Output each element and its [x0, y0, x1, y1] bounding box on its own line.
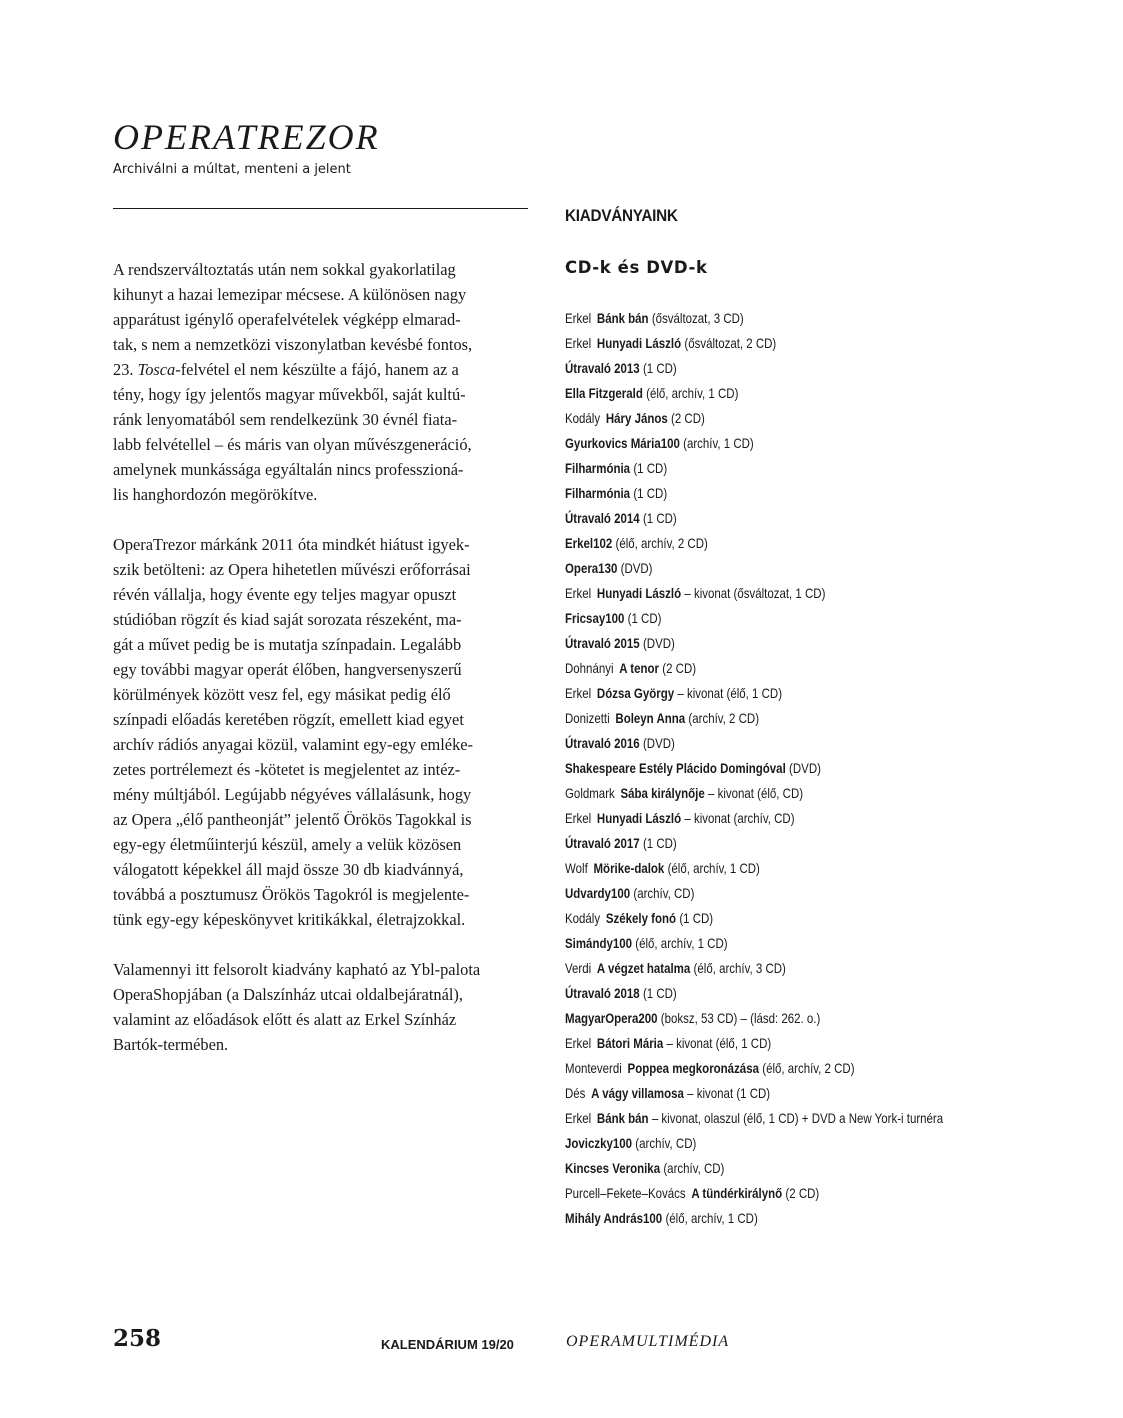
release-details: (1 CD) — [679, 910, 714, 926]
release-details: (2 CD) — [671, 410, 705, 426]
release-title: Mörike-dalok — [593, 860, 665, 876]
release-details: (élő, archív, 2 CD) — [762, 1060, 855, 1076]
release-title: Hunyadi László — [596, 810, 682, 826]
text-line: tünk egy-egy képeskönyvet kritikákkal, életrajzokkal. — [113, 910, 466, 929]
page-subtitle: Archiválni a múltat, menteni a jelent — [113, 162, 351, 177]
release-details: (élő, archív, 1 CD) — [665, 1210, 758, 1226]
text-line: gát a művet pedig be is mutatja színpadain. Legalább — [113, 635, 462, 654]
release-details: – kivonat (archív, CD) — [684, 810, 795, 826]
release-item — [565, 631, 943, 656]
release-item — [565, 1206, 943, 1231]
release-item — [565, 581, 943, 606]
release-details: (DVD) — [789, 760, 821, 776]
release-item — [565, 806, 943, 831]
release-details: – kivonat (élő, CD) — [708, 785, 804, 801]
release-title: Fricsay100 — [565, 610, 625, 626]
paragraph-1 — [113, 257, 531, 507]
release-title: Joviczky100 — [565, 1135, 633, 1151]
release-details: (élő, archív, 2 CD) — [615, 535, 708, 551]
release-item — [565, 531, 943, 556]
release-composer: Erkel — [565, 585, 592, 601]
page-title: OPERATREZOR — [113, 117, 380, 157]
release-item — [565, 1031, 943, 1056]
text-line: Bartók-termében. — [113, 1035, 229, 1054]
release-composer: Erkel — [565, 685, 592, 701]
release-item — [565, 306, 943, 331]
release-composer: Goldmark — [565, 785, 615, 801]
release-composer: Erkel — [565, 1110, 592, 1126]
release-item — [565, 431, 943, 456]
release-details: (archív, 2 CD) — [688, 710, 760, 726]
release-details: (1 CD) — [633, 460, 668, 476]
release-title: Simándy100 — [565, 935, 633, 951]
release-item — [565, 356, 943, 381]
release-composer: Purcell–Fekete–Kovács — [565, 1185, 686, 1201]
release-title: Kincses Veronika — [565, 1160, 661, 1176]
text-line: A rendszerváltoztatás után nem sokkal gyakorlatilag — [113, 260, 456, 279]
text-line: az Opera „élő pantheonját” jelentő Örökös Tagokkal is — [113, 810, 472, 829]
article-body — [113, 257, 531, 1082]
release-composer: Kodály — [565, 410, 601, 426]
release-details: (archív, CD) — [663, 1160, 725, 1176]
publications-heading: KIADVÁNYAINK — [565, 206, 678, 225]
release-item — [565, 656, 943, 681]
release-composer: Erkel — [565, 335, 592, 351]
text-line: archív rádiós anyagai közül, valamint egy-egy emléke- — [113, 735, 473, 754]
footer-publication: KALENDÁRIUM 19/20 — [381, 1337, 514, 1352]
release-item — [565, 756, 943, 781]
text-line: révén vállalja, hogy évente egy teljes magyar opuszt — [113, 585, 457, 604]
release-details: (DVD) — [620, 560, 653, 576]
release-title: Útravaló 2014 — [565, 510, 640, 526]
release-title: A tündérkirálynő — [691, 1185, 783, 1201]
text-line: amelynek munkássága egyáltalán nincs professzioná- — [113, 460, 464, 479]
release-title: Hunyadi László — [596, 335, 682, 351]
text-line: mény múltjából. Legújabb négyéves vállalásunk, hogy — [113, 785, 472, 804]
release-item — [565, 606, 943, 631]
release-title: Útravaló 2016 — [565, 735, 640, 751]
release-title: Útravaló 2015 — [565, 635, 640, 651]
text-line: ránk lenyomatából sem rendelkezünk 30 évnél fiata- — [113, 410, 458, 429]
release-item — [565, 956, 943, 981]
release-title: A végzet hatalma — [596, 960, 691, 976]
release-title: Sába királynője — [620, 785, 705, 801]
release-composer: Erkel — [565, 1035, 592, 1051]
release-details: (1 CD) — [642, 835, 677, 851]
text-line: szik betölteni: az Opera hihetetlen művészi erőforrásai — [113, 560, 471, 579]
release-details: (2 CD) — [662, 660, 697, 676]
release-title: Gyurkovics Mária100 — [565, 435, 680, 451]
release-details: – kivonat (ősváltozat, 1 CD) — [684, 585, 826, 601]
release-composer: Verdi — [565, 960, 592, 976]
release-list — [565, 306, 1026, 1231]
release-details: – kivonat, olaszul (élő, 1 CD) + DVD a New York-i turnéra — [651, 1110, 944, 1126]
text-line: zetes portrélemezt és -kötetet is megjelentet az intéz- — [113, 760, 461, 779]
text-line: 23. Tosca-felvétel el nem készülte a fájó, hanem az a — [113, 360, 459, 379]
release-title: Poppea megkoronázása — [627, 1060, 759, 1076]
release-item — [565, 456, 943, 481]
release-item — [565, 831, 943, 856]
release-item — [565, 856, 943, 881]
release-title: Hunyadi László — [596, 585, 682, 601]
release-details: (1 CD) — [642, 985, 677, 1001]
release-title: Útravaló 2013 — [565, 360, 640, 376]
release-item — [565, 331, 943, 356]
release-title: Bánk bán — [596, 1110, 649, 1126]
release-details: (DVD) — [642, 635, 675, 651]
release-item — [565, 506, 943, 531]
release-details: (ősváltozat, 3 CD) — [651, 310, 744, 326]
release-composer: Erkel — [565, 310, 592, 326]
text-line: labb felvétellel – és máris van olyan művészgeneráció, — [113, 435, 472, 454]
text-line: valamint az előadások előtt és alatt az Erkel Színház — [113, 1010, 457, 1029]
text-line: OperaShopjában (a Dalszínház utcai oldalbejáratnál), — [113, 985, 463, 1004]
release-title: MagyarOpera200 — [565, 1010, 658, 1026]
release-title: Udvardy100 — [565, 885, 631, 901]
footer-section: OPERAMULTIMÉDIA — [566, 1333, 730, 1350]
release-title: Bátori Mária — [596, 1035, 664, 1051]
release-details: (élő, archív, 1 CD) — [635, 935, 728, 951]
release-item — [565, 906, 943, 931]
text-line: lis hanghordozón megörökítve. — [113, 485, 318, 504]
release-title: Erkel102 — [565, 535, 613, 551]
release-details: (DVD) — [642, 735, 675, 751]
release-composer: Dés — [565, 1085, 586, 1101]
release-item — [565, 1006, 943, 1031]
release-item — [565, 1081, 943, 1106]
release-item — [565, 731, 943, 756]
release-item — [565, 406, 943, 431]
release-details: – kivonat (élő, 1 CD) — [666, 1035, 772, 1051]
release-item — [565, 681, 943, 706]
release-item — [565, 781, 943, 806]
release-title: Dózsa György — [596, 685, 675, 701]
release-composer: Donizetti — [565, 710, 610, 726]
release-details: (1 CD) — [633, 485, 668, 501]
release-details: (boksz, 53 CD) – (lásd: 262. o.) — [660, 1010, 821, 1026]
release-details: (élő, archív, 1 CD) — [646, 385, 739, 401]
release-item — [565, 481, 943, 506]
release-item — [565, 706, 943, 731]
release-title: Útravaló 2018 — [565, 985, 640, 1001]
release-details: (1 CD) — [627, 610, 662, 626]
release-details: (élő, archív, 1 CD) — [667, 860, 760, 876]
release-title: Filharmónia — [565, 460, 631, 476]
release-title: Shakespeare Estély Plácido Domingóval — [565, 760, 786, 776]
release-item — [565, 556, 943, 581]
release-item — [565, 931, 943, 956]
release-composer: Dohnányi — [565, 660, 614, 676]
release-details: (2 CD) — [785, 1185, 820, 1201]
release-composer: Kodály — [565, 910, 601, 926]
release-details: (archív, CD) — [633, 885, 695, 901]
release-details: (archív, CD) — [635, 1135, 697, 1151]
text-line: körülmények között vesz fel, egy másikat pedig élő — [113, 685, 451, 704]
text-line: tak, s nem a nemzetközi viszonylatban kevésbé fontos, — [113, 335, 473, 354]
release-item — [565, 1106, 943, 1131]
release-details: (élő, archív, 3 CD) — [693, 960, 786, 976]
release-composer: Erkel — [565, 810, 592, 826]
text-line: egy további magyar operát élőben, hangversenyszerű — [113, 660, 462, 679]
release-title: Háry János — [605, 410, 668, 426]
release-details: (1 CD) — [642, 510, 677, 526]
cd-dvd-subheading: CD-k és DVD-k — [565, 258, 708, 277]
release-composer: Monteverdi — [565, 1060, 622, 1076]
release-title: Boleyn Anna — [615, 710, 686, 726]
release-title: A tenor — [619, 660, 660, 676]
release-details: (1 CD) — [642, 360, 677, 376]
release-composer: Wolf — [565, 860, 588, 876]
paragraph-3 — [113, 957, 531, 1057]
release-details: (archív, 1 CD) — [683, 435, 754, 451]
text-line: stúdióban rögzít és kiad saját sorozata részeként, ma- — [113, 610, 462, 629]
text-line: OperaTrezor márkánk 2011 óta mindkét hiátust igyek- — [113, 535, 470, 554]
release-title: Mihály András100 — [565, 1210, 663, 1226]
text-line: válogatott képekkel áll majd össze 30 db kiadvánnyá, — [113, 860, 464, 879]
release-details: – kivonat (1 CD) — [687, 1085, 771, 1101]
text-line: tény, hogy így jelentős magyar művekből, saját kultú- — [113, 385, 466, 404]
release-title: Útravaló 2017 — [565, 835, 640, 851]
release-item — [565, 1131, 943, 1156]
page-number: 258 — [113, 1325, 162, 1352]
release-item — [565, 381, 943, 406]
release-item — [565, 1156, 943, 1181]
divider — [113, 208, 528, 209]
release-details: – kivonat (élő, 1 CD) — [677, 685, 783, 701]
text-line: egy-egy életműinterjú készül, amely a velük közösen — [113, 835, 462, 854]
text-line: Valamennyi itt felsorolt kiadvány kapható az Ybl-palota — [113, 960, 481, 979]
release-item — [565, 1181, 943, 1206]
text-line: színpadi előadás keretében rögzít, emellett kiad egyet — [113, 710, 464, 729]
release-title: Opera130 — [565, 560, 618, 576]
release-item — [565, 881, 943, 906]
paragraph-2 — [113, 532, 531, 932]
release-title: Filharmónia — [565, 485, 631, 501]
release-title: Ella Fitzgerald — [565, 385, 643, 401]
release-title: Bánk bán — [596, 310, 649, 326]
text-line: kihunyt a hazai lemezipar mécsese. A különösen nagy — [113, 285, 467, 304]
release-details: (ősváltozat, 2 CD) — [684, 335, 777, 351]
text-line: apparátust igénylő operafelvételek végképp elmarad- — [113, 310, 461, 329]
release-item — [565, 981, 943, 1006]
release-item — [565, 1056, 943, 1081]
text-line: továbbá a posztumusz Örökös Tagokról is megjelente- — [113, 885, 470, 904]
release-title: Székely fonó — [605, 910, 677, 926]
release-title: A vágy villamosa — [591, 1085, 684, 1101]
